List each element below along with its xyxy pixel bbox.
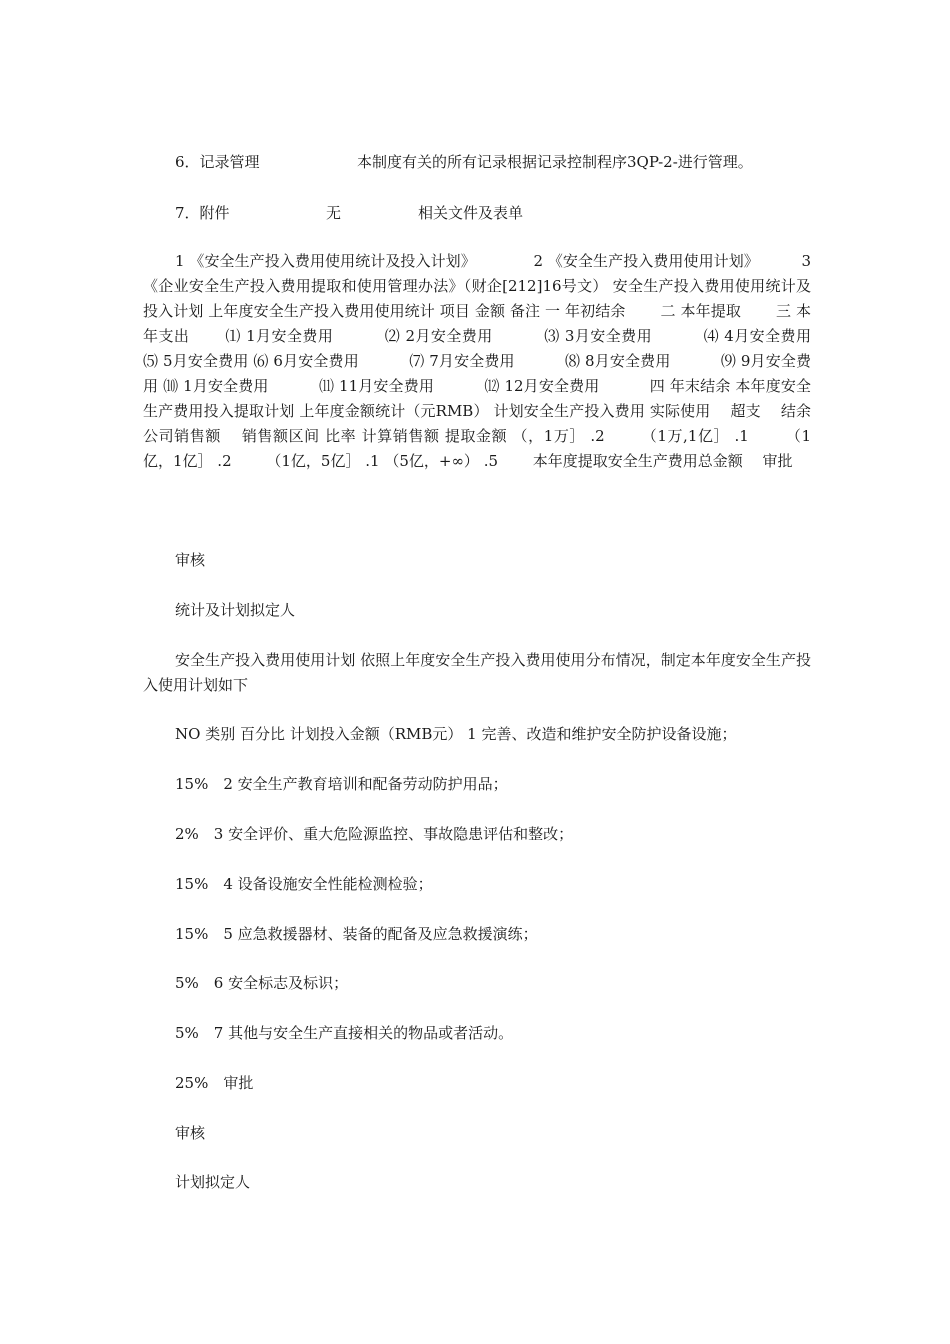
review-label-2: 审核 [175, 1124, 206, 1142]
plan-line: 25% 审批 [175, 1074, 254, 1092]
plan-line: 2% 3 安全评价、重大危险源监控、事故隐患评估和整改； [175, 825, 574, 843]
stats-drafter-label: 统计及计划拟定人 [175, 601, 296, 619]
plan-line: 15% 5 应急救援器材、装备的配备及应急救援演练； [175, 925, 538, 943]
plan-paragraph: 安全生产投入费用使用计划 依照上年度安全生产投入费用使用分布情况，制定本年度安全生产投入使用计划如下 [143, 651, 811, 694]
review-label-1: 审核 [175, 551, 206, 569]
plan-line: 5% 6 安全标志及标识； [175, 974, 349, 992]
plan-table-header: NO 类别 百分比 计划投入金额（RMB元） 1 完善、改造和维护安全防护设备设施； [175, 725, 737, 743]
section-6-heading: 6．记录管理 [175, 153, 260, 171]
section-6-body: 本制度有关的所有记录根据记录控制程序3QP-2-进行管理。 [357, 153, 753, 171]
attachments-paragraph: 1 《安全生产投入费用使用统计及投入计划》 2 《安全生产投入费用使用计划》 3 《企业安全生产投入费用提取和使用管理办法》（财企[212]16号文） 安全生产投入费用使用统计及投入计划 上年度安全生产投入费用使用统计 项目 金额 备注 一 年初结余 二 本年提取 三 本年支出 ⑴ 1月安全费用 ⑵ 2月安全费用 ⑶ 3月安全费用 ⑷ 4月安全费用 ⑸ 5月安全费用 ⑹ 6月安全费用 ⑺ 7月安全费用 ⑻ 8月安全费用 ⑼ 9月安全费用 ⑽ 1月安全费用 ⑾ 11月安全费用 ⑿ 12月安全费用 四 年末结余 本年度安全生产费用投入提取计划 上年度金额统计（元RMB） 计划安全生产投入费用 实际使用 超支 结余 公司销售额 销售额区间 比率 计算销售额 提取金额 （，1万］ .2 （1万,1亿］ .1 （1亿，1亿］ .2 （1亿，5亿］ .1 （5亿，+∞） .5 本年度提取安全生产费用总金额 审批 [143, 252, 861, 470]
plan-line: 5% 7 其他与安全生产直接相关的物品或者活动。 [175, 1024, 514, 1042]
section-7-heading: 7．附件 [175, 204, 230, 222]
plan-drafter-label: 计划拟定人 [175, 1173, 251, 1191]
plan-line: 15% 4 设备设施安全性能检测检验； [175, 875, 433, 893]
section-7-none: 无 [326, 204, 342, 222]
plan-line: 15% 2 安全生产教育培训和配备劳动防护用品； [175, 775, 508, 793]
section-7-related-files: 相关文件及表单 [418, 204, 524, 222]
